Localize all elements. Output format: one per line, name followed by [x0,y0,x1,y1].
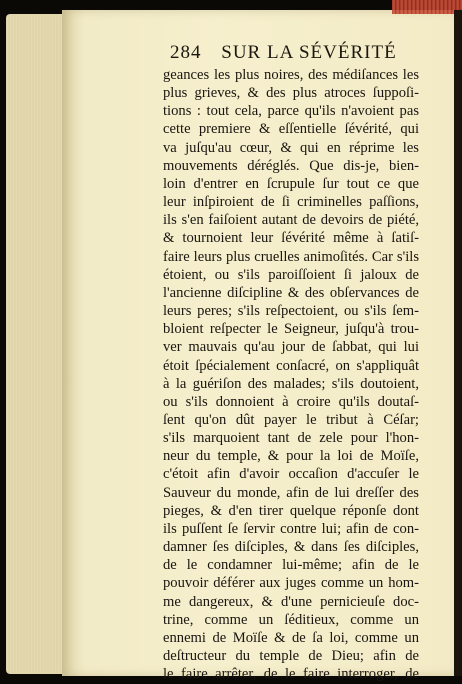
bookmark-ribbon [392,0,462,14]
text-line: leurs peres; s'ils reſpectoient, ou s'ils ſem- [163,303,419,320]
text-line: Sauveur du monde, afin de lui dreſſer des [163,484,419,501]
text-line: pieges, & d'en tirer quelque réponſe dont [163,502,419,519]
page-edges [6,14,70,674]
body-text [163,66,419,683]
text-line: ennemi de Moïſe & de ſa loi, comme un [163,629,419,646]
text-line: deſtructeur du temple de Dieu; afin de [163,648,419,664]
text-line: ils puſſent ſe ſervir contre lui; afin de con- [163,520,419,537]
text-line: ils s'en faiſoient autant de devoirs de piété, [163,212,419,229]
text-line: ver mauvais qu'au jour de ſabbat, qui lui [163,339,419,356]
text-line: étoient, ou s'ils paroiſſoient ſi jaloux de [163,266,419,283]
text-line: neur du temple, & pour la loi de Moïſe, [163,448,419,465]
text-line: le faire arrêter, de le faire interroger, de [163,666,419,683]
text-line: mouvements déréglés. Que dis-je, bien- [163,157,419,174]
text-line: ſent qu'on dût payer le tribut à Céſar; [163,411,419,428]
running-title: SUR LA SÉVÉRITÉ [221,42,397,63]
text-line: étoit ſpécialement conſacré, on s'appliquât [163,357,419,374]
text-line: pouvoir déférer aux juges comme un hom- [163,575,419,592]
book-cover-edge [454,10,462,676]
text-line: loin d'entrer en ſcrupule ſur tout ce que [163,175,419,192]
text-line: me dangereux, & d'une pernicieuſe doc- [163,593,419,610]
text-line: & tournoient leur ſévérité même à ſatiſ- [163,230,419,247]
page-number: 284 [170,42,202,63]
running-header [170,42,397,64]
text-line: tions : tout cela, parce qu'ils n'avoient pas [163,103,419,120]
text-line: cette premiere & eſſentielle ſévérité, qui [163,121,419,138]
text-line: bloient reſpecter le Seigneur, juſqu'à trou- [163,321,419,338]
text-line: s'ils marquoient tant de zele pour l'hon- [163,430,419,447]
text-line: damner ſes diſciples, & dans ſes diſciples, [163,539,419,556]
text-line: va juſqu'au cœur, & qui en réprime les [163,139,419,156]
text-line: plus grieves, & des plus atroces ſuppoſi- [163,85,419,102]
text-line: ou s'ils donnoient à croire qu'ils doutaſ- [163,393,419,410]
text-line: c'étoit afin d'avoir occaſion d'accuſer le [163,466,419,483]
text-line: leur inſpiroient de ſi criminelles paſſions, [163,194,419,211]
text-line: trine, comme un ſéditieux, comme un [163,611,419,628]
text-line: à la guériſon des malades; s'ils doutoient, [163,375,419,392]
text-line: geances les plus noires, des médiſances les [163,67,419,83]
text-line: de le condamner lui-même; afin de le [163,557,419,574]
text-line: faire leurs plus cruelles animoſités. Car s'ils [163,248,419,265]
text-line: l'ancienne diſcipline & des obſervances de [163,284,419,301]
